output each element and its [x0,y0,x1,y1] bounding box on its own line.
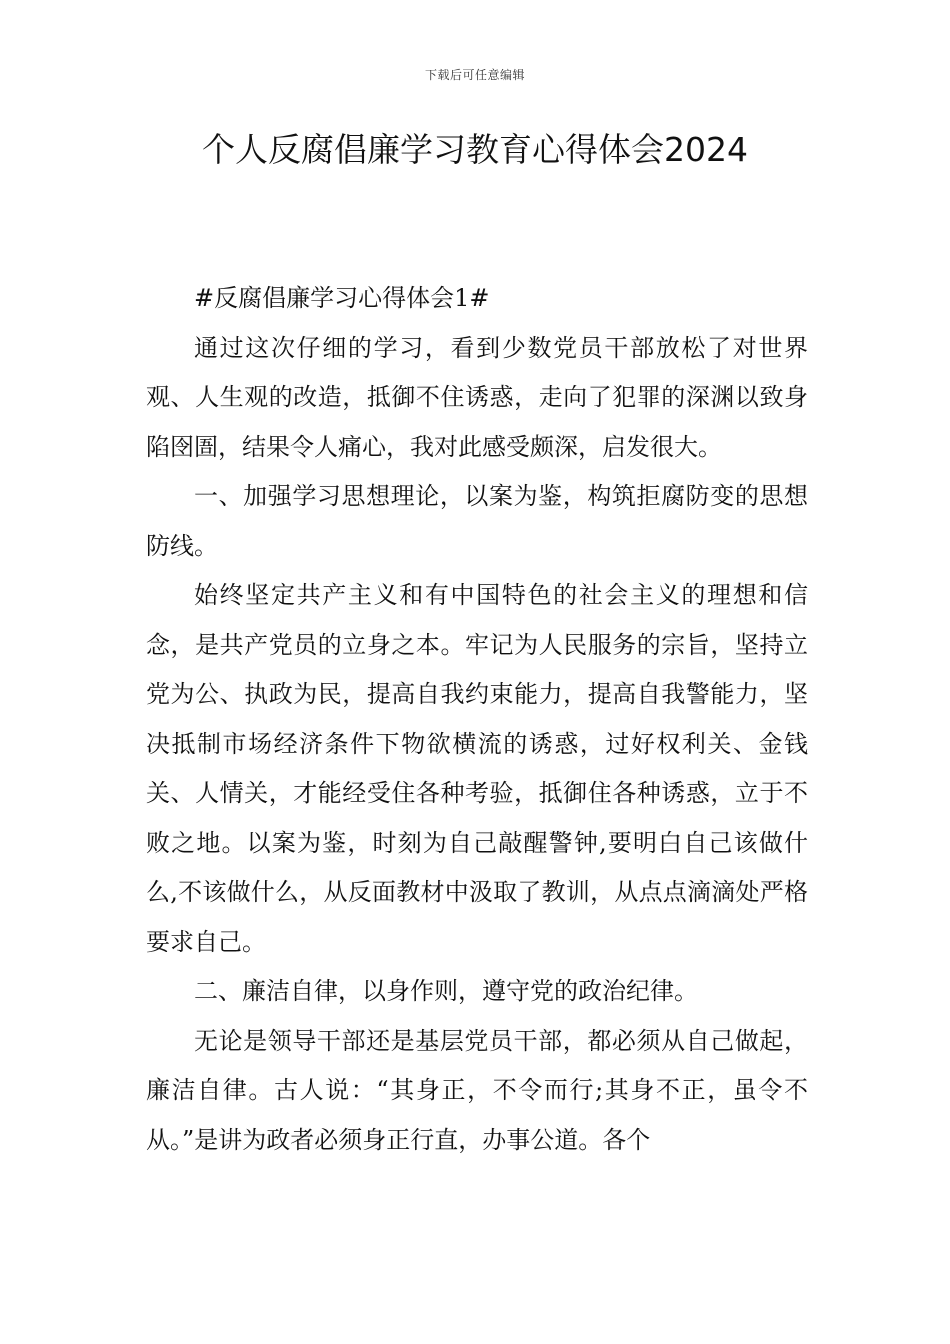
paragraph-section-2-body: 无论是领导干部还是基层党员干部，都必须从自己做起，廉洁自律。古人说：“其身正，不令而行;其身不正，虽令不从。”是讲为政者必须身正行直，办事公道。各个 [146,1026,808,1154]
document-title: 个人反腐倡廉学习教育心得体会2024 [202,130,748,169]
header-note: 下载后可任意编辑 [424,68,525,82]
paragraph-section-1-heading: 一、加强学习思想理论，以案为鉴，构筑拒腐防变的思想防线。 [146,482,808,560]
paragraph-section-2-heading: 二、廉洁自律，以身作则，遵守党的政治纪律。 [194,977,698,1005]
paragraph-intro: 通过这次仔细的学习，看到少数党员干部放松了对世界观、人生观的改造，抵御不住诱惑，走向了犯罪的深渊以致身陷囹圄，结果令人痛心，我对此感受颇深，启发很大。 [146,333,808,461]
document-body [146,274,808,1165]
paragraph-section-1-body: 始终坚定共产主义和有中国特色的社会主义的理想和信念，是共产党员的立身之本。牢记为人民服务的宗旨，坚持立党为公、执政为民，提高自我约束能力，提高自我警能力，坚决抵制市场经济条件下物欲横流的诱惑，过好权利关、金钱关、人情关，才能经受住各种考验，抵御住各种诱惑，立于不败之地。以案为鉴，时刻为自己敲醒警钟,要明白自己该做什么,不该做什么，从反面教材中汲取了教训，从点点滴滴处严格要求自己。 [146,581,808,956]
paragraph-heading-1: #反腐倡廉学习心得体会1# [194,284,490,312]
